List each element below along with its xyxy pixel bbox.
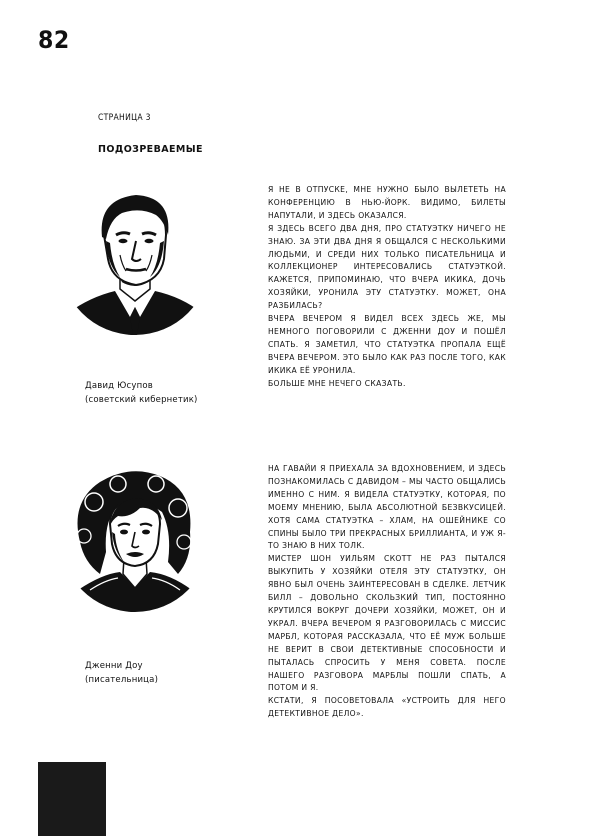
suspect-statement-jenny (268, 463, 506, 721)
page-label: СТРАНИЦА 3 (98, 113, 151, 123)
section-title: ПОДОЗРЕВАЕМЫЕ (98, 144, 203, 155)
suspect-name: Давид Юсупов (85, 381, 154, 391)
suspect-statement-david (268, 184, 506, 391)
suspect-caption-david (85, 380, 198, 407)
statement-paragraph: КСТАТИ, Я ПОСОВЕТОВАЛА «УСТРОИТЬ ДЛЯ НЕГО ДЕТЕКТИВНОЕ ДЕЛО». (268, 696, 506, 719)
statement-paragraph: Я ЗДЕСЬ ВСЕГО ДВА ДНЯ, ПРО СТАТУЭТКУ НИЧЕГО НЕ ЗНАЮ. ЗА ЭТИ ДВА ДНЯ Я ОБЩАЛСЯ С НЕСКОЛЬКИМИ ЛЮДЬМИ, И СРЕДИ НИХ ТОЛЬКО ПИСАТЕЛЬНИЦА И КОЛЛЕКЦИОНЕР ИНТЕРЕСОВАЛИСЬ СТАТУЭТКОЙ. КАЖЕТСЯ, ПРИПОМИНАЮ, ЧТО ВЧЕРА ИКИКА, ДОЧЬ ХОЗЯЙКИ, УРОНИЛА ЭТУ СТАТУЭТКУ. МОЖЕТ, ОНА РАЗБИЛАСЬ? (268, 223, 506, 311)
suspect-role: (советский кибернетик) (85, 394, 198, 405)
statement-paragraph: МИСТЕР ШОН УИЛЬЯМ СКОТТ НЕ РАЗ ПЫТАЛСЯ ВЫКУПИТЬ У ХОЗЯЙКИ ОТЕЛЯ ЭТУ СТАТУЭТКУ, ОН ЯВНО БЫЛ ОЧЕНЬ ЗАИНТЕРЕСОВАН В СДЕЛКЕ. ЛЕТЧИК БИЛЛ – ДОВОЛЬНО СКОЛЬЗКИЙ ТИП, ПОСТОЯННО КРУТИЛСЯ ВОКРУГ ДОЧЕРИ ХОЗЯЙКИ, МОЖЕТ, ОН И УКРАЛ. ВЧЕРА ВЕЧЕРОМ Я РАЗГОВОРИЛАСЬ С МИССИС МАРБЛ, КОТОРАЯ РАССКАЗАЛА, ЧТО ЕЁ МУЖ БОЛЬШЕ НЕ ВЕРИТ В СВОИ ДЕТЕКТИВНЫЕ СПОСОБНОСТИ И ПЫТАЛАСЬ СПРОСИТЬ У МЕНЯ СОВЕТА. ПОСЛЕ НАШЕГО РАЗГОВОРА МАРБЛЫ ПОШЛИ СПАТЬ, А ПОТОМ И Я. (268, 554, 506, 693)
suspect-name: Дженни Доу (85, 661, 143, 671)
woman-portrait-illustration (60, 462, 210, 612)
suspect-role: (писательница) (85, 674, 159, 685)
page-number: 82 (38, 26, 70, 54)
suspect-portrait-david (60, 185, 210, 335)
suspect-portrait-jenny (60, 462, 210, 612)
statement-paragraph: ВЧЕРА ВЕЧЕРОМ Я ВИДЕЛ ВСЕХ ЗДЕСЬ ЖЕ, МЫ НЕМНОГО ПОГОВОРИЛИ С ДЖЕННИ ДОУ И ПОШЁЛ СПАТЬ. Я ЗАМЕТИЛ, ЧТО СТАТУЭТКА ПРОПАЛА ЕЩЁ ВЧЕРА ВЕЧЕРОМ. ЭТО БЫЛО КАК РАЗ ПОСЛЕ ТОГО, КАК ИКИКА ЕЁ УРОНИЛА. (268, 314, 506, 375)
suspect-caption-jenny (85, 660, 158, 687)
corner-decoration-block (38, 762, 106, 836)
statement-paragraph: Я НЕ В ОТПУСКЕ, МНЕ НУЖНО БЫЛО ВЫЛЕТЕТЬ НА КОНФЕРЕНЦИЮ В НЬЮ-ЙОРК. ВИДИМО, БИЛЕТЫ НАПУТАЛИ, И ЗДЕСЬ ОКАЗАЛСЯ. (268, 185, 506, 220)
statement-paragraph: НА ГАВАЙИ Я ПРИЕХАЛА ЗА ВДОХНОВЕНИЕМ, И ЗДЕСЬ ПОЗНАКОМИЛАСЬ С ДАВИДОМ – МЫ ЧАСТО ОБЩАЛИСЬ ИМЕННО С НИМ. Я ВИДЕЛА СТАТУЭТКУ, КОТОРАЯ, ПО МОЕМУ МНЕНИЮ, БЫЛА АБСОЛЮТНОЙ БЕЗВКУСИЦЕЙ. ХОТЯ САМА СТАТУЭТКА – ХЛАМ, НА ОШЕЙНИКЕ СО СПИНЫ БЫЛО ТРИ ПРЕКРАСНЫХ БРИЛЛИАНТА, И УЖ Я-ТО ЗНАЮ В НИХ ТОЛК. (268, 464, 506, 551)
man-portrait-illustration (60, 185, 210, 335)
statement-paragraph: БОЛЬШЕ МНЕ НЕЧЕГО СКАЗАТЬ. (268, 378, 406, 388)
